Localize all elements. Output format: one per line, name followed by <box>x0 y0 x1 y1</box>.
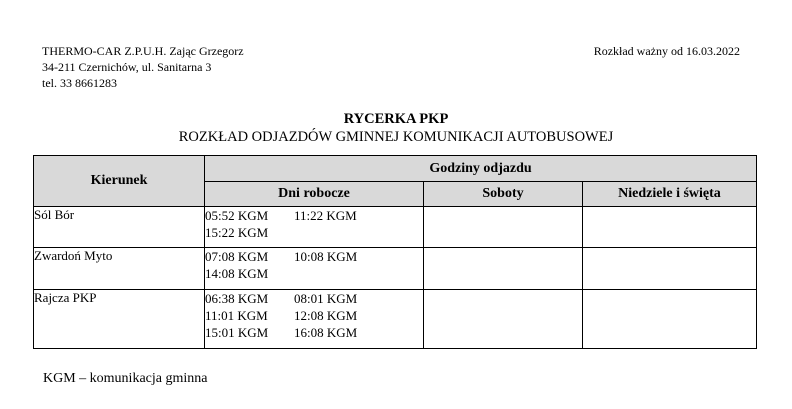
departure-time: 11:22 KGM <box>294 208 357 223</box>
weekday-times-cell <box>205 290 424 349</box>
departure-time: 10:08 KGM <box>294 249 358 264</box>
company-name: THERMO-CAR Z.P.U.H. Zając Grzegorz <box>42 44 244 58</box>
validity-date: Rozkład ważny od 16.03.2022 <box>593 44 740 58</box>
table-row <box>34 207 757 248</box>
departure-time: 07:08 KGM <box>205 249 269 264</box>
sunday-times-cell <box>583 248 757 290</box>
table-row <box>34 290 757 349</box>
header-saturdays: Soboty <box>424 182 583 207</box>
departure-time: 14:08 KGM <box>205 266 269 281</box>
page-subtitle: ROZKŁAD ODJAZDÓW GMINNEJ KOMUNIKACJI AUTOBUSOWEJ <box>178 129 614 145</box>
direction-cell: Zwardoń Myto <box>34 248 205 290</box>
departure-time: 15:01 KGM <box>205 325 269 340</box>
company-phone: tel. 33 8661283 <box>42 76 117 90</box>
departure-time: 12:08 KGM <box>294 308 358 323</box>
departure-time: 08:01 KGM <box>294 291 358 306</box>
header-weekdays: Dni robocze <box>205 182 424 207</box>
departure-time: 15:22 KGM <box>205 225 269 240</box>
direction-cell: Rajcza PKP <box>34 290 205 349</box>
departure-time: 06:38 KGM <box>205 291 269 306</box>
table-row <box>34 248 757 290</box>
saturday-times-cell <box>424 207 583 248</box>
header-sundays: Niedziele i święta <box>583 182 757 207</box>
header-departure-times: Godziny odjazdu <box>205 156 757 182</box>
departure-time: 11:01 KGM <box>205 308 268 323</box>
title-block <box>0 110 792 146</box>
direction-cell: Sól Bór <box>34 207 205 248</box>
page-title: RYCERKA PKP <box>343 111 449 127</box>
saturday-times-cell <box>424 290 583 349</box>
weekday-times-cell <box>205 207 424 248</box>
sunday-times-cell <box>583 207 757 248</box>
weekday-times-cell <box>205 248 424 290</box>
company-address: 34-211 Czernichów, ul. Sanitarna 3 <box>42 60 212 74</box>
schedule-table <box>33 155 757 349</box>
company-info <box>42 43 244 91</box>
departure-time: 05:52 KGM <box>205 208 269 223</box>
legend-note: KGM – komunikacja gminna <box>43 371 208 386</box>
header-direction: Kierunek <box>34 156 205 207</box>
saturday-times-cell <box>424 248 583 290</box>
sunday-times-cell <box>583 290 757 349</box>
departure-time: 16:08 KGM <box>294 325 358 340</box>
